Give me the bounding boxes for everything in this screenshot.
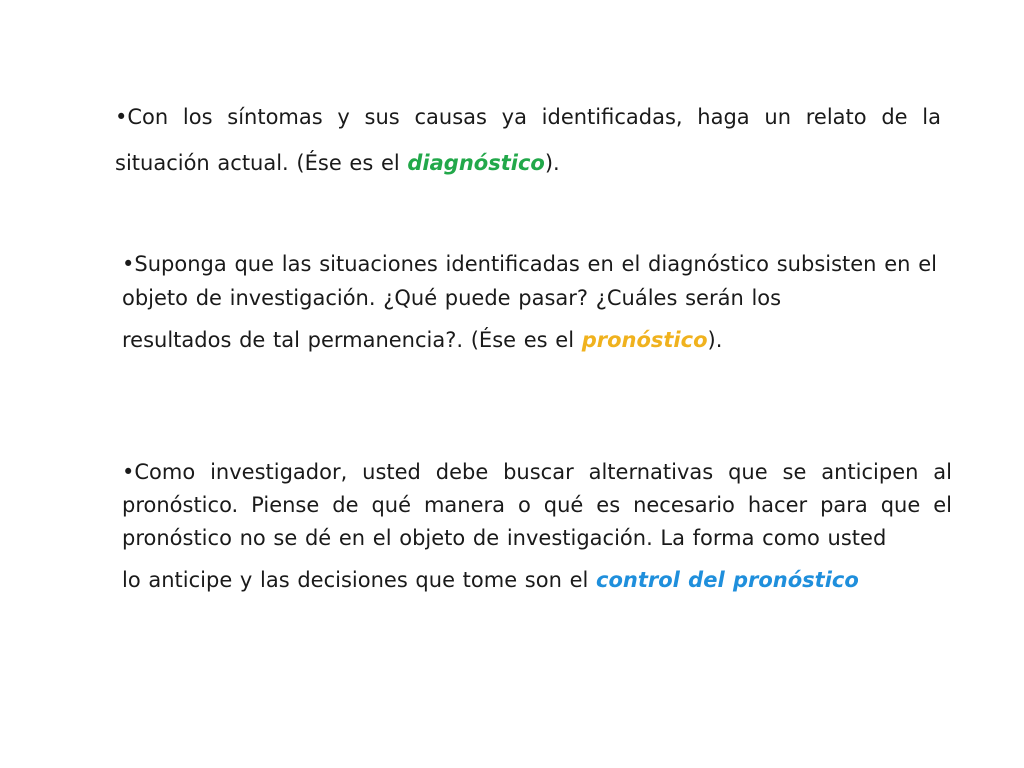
paragraph-text-last: lo anticipe y las decisiones que tome son el [122, 568, 597, 592]
keyword-diagnostico: diagnóstico [407, 151, 545, 175]
paragraph-text: Como investigador, usted debe buscar alternativas que se anticipen al pronóstico. Piense de qué manera o qué es necesario hacer para que el pronóstico no se dé en el objeto de investigación. La forma como usted [122, 460, 952, 550]
paragraph-text: Suponga que las situaciones identificadas en el diagnóstico subsisten en el objeto de investigación. ¿Qué puede pasar? ¿Cuáles serán los [122, 252, 937, 310]
paragraph-text: Con los síntomas y sus causas ya identificadas, haga un relato de la situación actual. (Ése es el [115, 105, 941, 175]
bullet: • [122, 460, 135, 484]
keyword-control-del-pronostico: control del pronóstico [596, 568, 859, 592]
bullet: • [122, 252, 135, 276]
paragraph-text-end: ). [707, 328, 723, 352]
keyword-pronostico: pronóstico [581, 328, 708, 352]
paragraph-diagnostico [115, 94, 941, 186]
paragraph-text-end: ). [544, 151, 560, 175]
paragraph-last-line [122, 323, 937, 357]
paragraph-last-line [122, 564, 952, 597]
paragraph-text-last: resultados de tal permanencia?. (Ése es el [122, 328, 582, 352]
paragraph-control [122, 456, 952, 597]
paragraph-pronostico [122, 247, 937, 357]
bullet: • [115, 105, 128, 129]
